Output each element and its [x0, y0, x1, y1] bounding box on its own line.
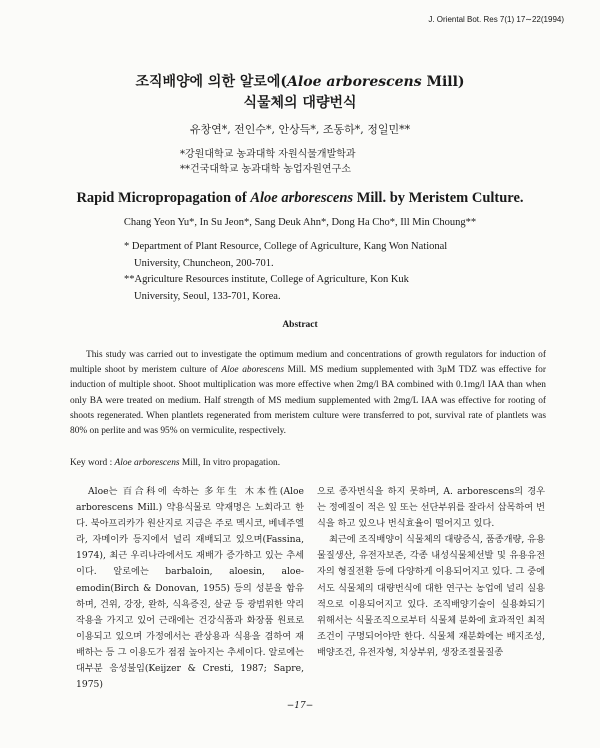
english-affiliation-1 [124, 238, 504, 272]
english-title [0, 190, 600, 207]
english-affiliation-2-line2: University, Seoul, 133-701, Korea. [134, 291, 281, 302]
abstract-species-italic: Aloe aborescens [221, 365, 285, 376]
body-column-right [317, 484, 545, 661]
english-title-italic: Aloe arborescens [250, 190, 354, 206]
english-affiliation-1-line1: * Department of Plant Resource, College of Agriculture, Kang Won National [124, 241, 448, 252]
keywords-species-italic: Aloe arborescens [114, 458, 180, 468]
keywords-label: Key word : [70, 458, 115, 468]
english-title-suffix: Mill. by Meristem Culture. [353, 190, 524, 206]
page-number: −17− [286, 701, 314, 711]
korean-authors: 유창연*, 전인수*, 안상득*, 조동하*, 정일민** [189, 123, 411, 136]
korean-title-italic: Aloe arborescens [287, 74, 422, 90]
korean-affiliation-1: *강원대학교 농과대학 자원식물개발학과 [180, 149, 356, 160]
english-affiliation-2-line1: **Agriculture Resources institute, College of Agriculture, Kon Kuk [124, 274, 409, 285]
body-right-paragraph-2: 최근에 조직배양이 식물체의 대량증식, 품종개량, 유용물질생산, 유전자보존, 각종 내성식물체선발 및 유용유전자의 형질전환 등에 다양하게 이용되어지고 있다. 그 중에서도 식물체의 대량번식에 대한 연구는 농업에 널리 실용적으로 이용되어지고 있다. 조직배양기술이 실용화되기 위해서는 식물조직으로부터 식물체 분화에 효과적인 최적조건이 구명되어야만 한다. 식물체 재분화에는 배지조성, 배양조건, 유전자형, 치상부위, 생장조절물질종 [317, 534, 545, 658]
korean-affiliation-2: **건국대학교 농과대학 농업자원연구소 [180, 164, 351, 175]
abstract-heading: Abstract [282, 320, 318, 330]
english-affiliation-1-line2: University, Chuncheon, 200-701. [134, 258, 274, 269]
korean-title-line2: 식물체의 대량번식 [243, 95, 357, 111]
english-affiliation-2 [124, 271, 504, 305]
abstract-text-part2: Mill. MS medium supplemented with 3μM TDZ was effective for induction of multiple shoot. Shoot multiplication was more effective when 2mg/l BA combined with 0.1mg/l IAA than when only BA were treated on medium. Half strength of MS medium supplemented with 2mg/L IAA was effective for rooting of shoots regenerated. When plantlets regenerated from meristem culture were transferred to pot, survival rate of plantlets was 80% on perlite and was 95% on vermiculite, respectively. [70, 365, 546, 437]
korean-title-line1 [0, 71, 600, 91]
body-column-left [76, 484, 304, 693]
body-left-paragraph: Aloe는 百合科에 속하는 多年生 木本性(Aloe arborescens Mill.) 약용식물로 약재명은 노회라고 한다. 북아프리카가 원산지로 지금은 주로 멕시코, 베네주엘라, 자메이카 등지에서 널리 재배되고 있으며(Fassina, 1974), 최근 우리나라에서도 재배가 증가하고 있는 추세이다. 알로에는 barbaloin, aloesin, aloe-emodin(Birch & Donovan, 1955) 등의 성분을 함유하며, 건위, 강장, 완하, 식욕증진, 살균 등 광범위한 약리작용을 가지고 있어 근래에는 건강식품과 화장품 원료로 이용되고 있으며 가정에서는 관상용과 식용을 겸하여 재배하는 등 그 이용도가 점점 높아지는 추세이다. 알로에는 대부분 응성불임(Keijzer & Cresti, 1987; Sapre, 1975) [76, 486, 304, 691]
abstract-paragraph [70, 348, 546, 439]
abstract-text-part1: This study was carried out to investigate the optimum medium and concentrations of growth regulators for induction of multiple shoot by meristem culture of [70, 350, 546, 376]
journal-citation: J. Oriental Bot. Res 7(1) 17∼22(1994) [428, 15, 564, 24]
keywords-line [70, 458, 280, 468]
korean-title-suffix: Mill) [421, 74, 465, 90]
english-title-prefix: Rapid Micropropagation of [76, 190, 251, 206]
korean-title-prefix: 조직배양에 의한 알로에( [135, 74, 288, 90]
body-right-paragraph-1: 으로 종자번식을 하지 못하며, A. arborescens의 경우는 정예질이 적은 잎 또는 선단부위를 잘라서 삽목하여 번식을 하고 있으나 번식효율이 떨어지고 있다. [317, 486, 545, 530]
english-authors: Chang Yeon Yu*, In Su Jeon*, Sang Deuk Ahn*, Dong Ha Cho*, Ill Min Choung** [123, 217, 477, 228]
abstract-body [70, 348, 546, 439]
keywords-rest: Mill, In vitro propagation. [179, 458, 281, 468]
